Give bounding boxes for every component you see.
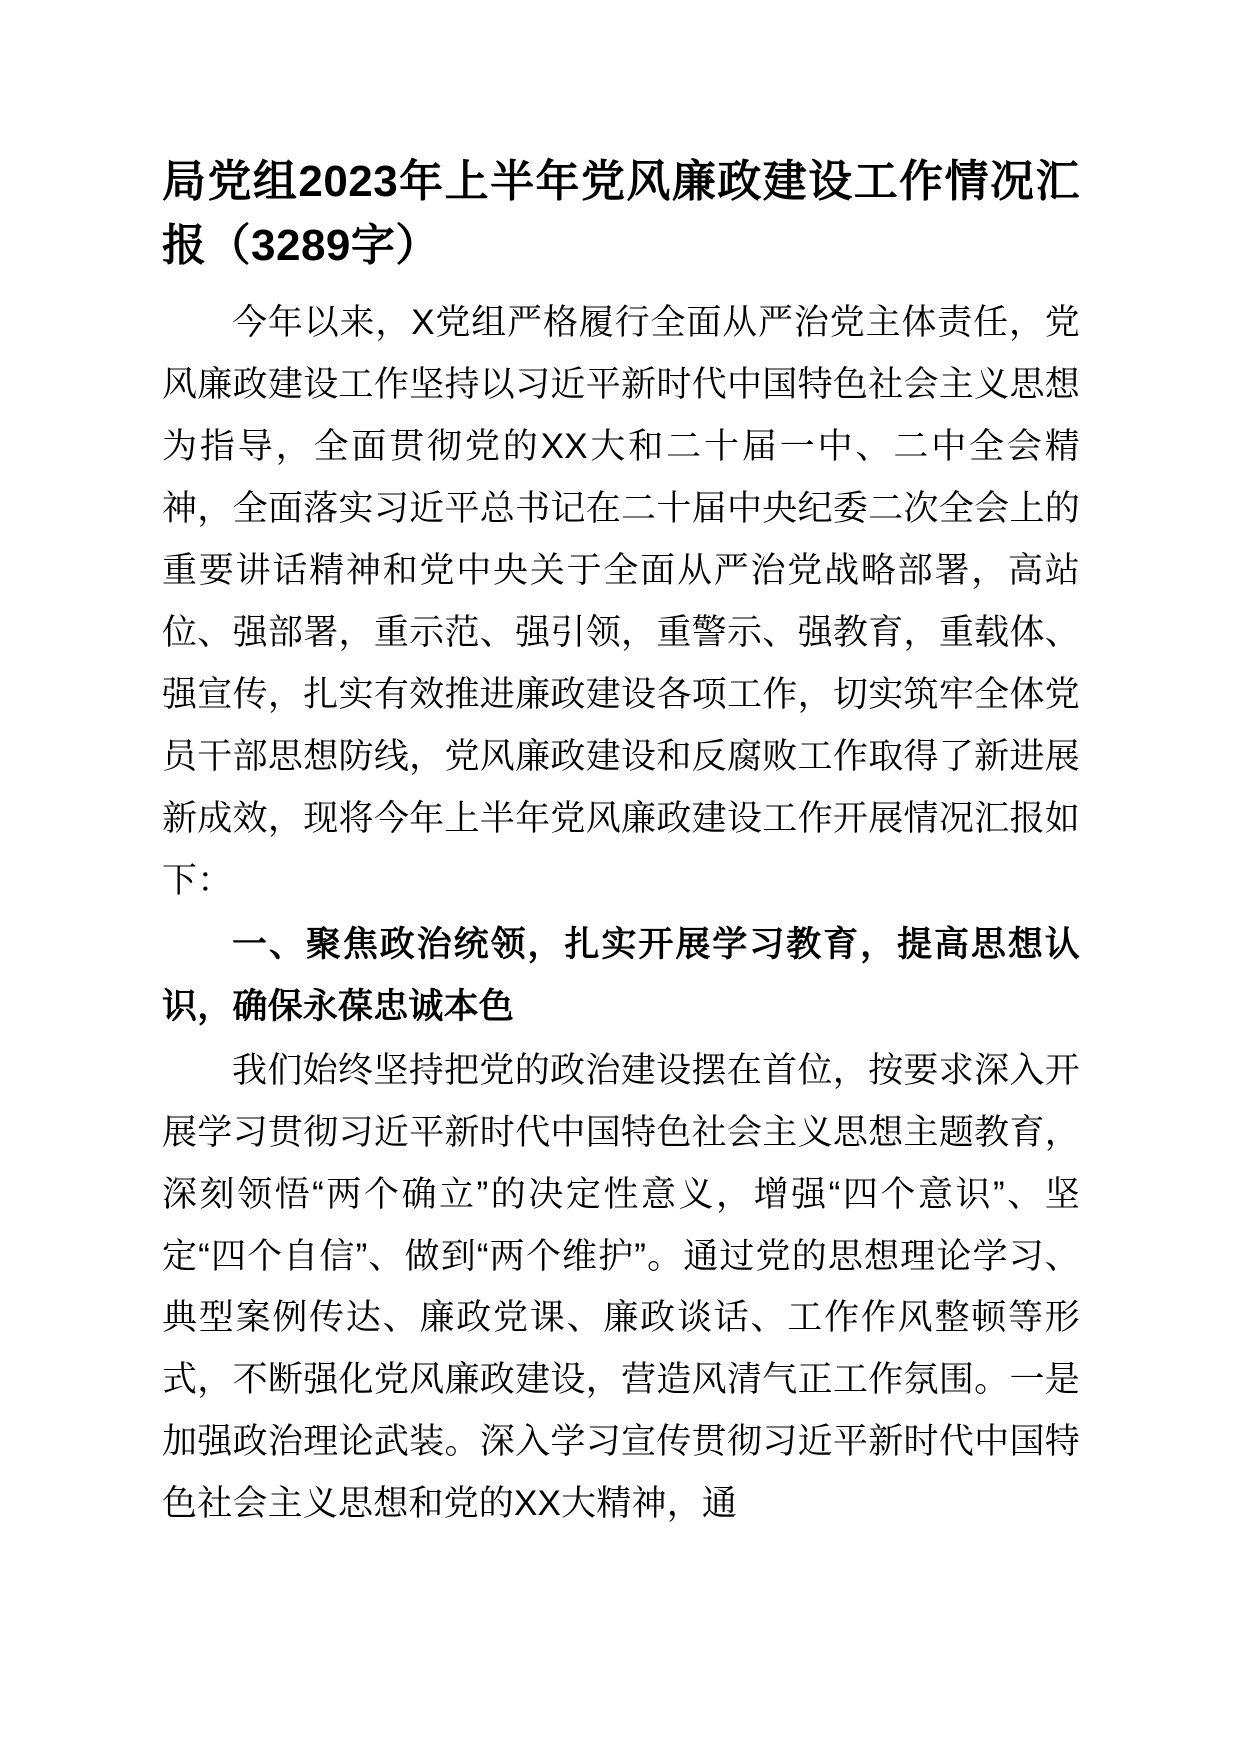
paragraph-section-one-body: 我们始终坚持把党的政治建设摆在首位，按要求深入开展学习贯彻习近平新时代中国特色社会主义思想主题教育，深刻领悟“两个确立”的决定性意义，增强“四个意识”、坚定“四个自信”、做到“两个维护”。通过党的思想理论学习、典型案例传达、廉政党课、廉政谈话、工作作风整顿等形式，不断强化党风廉政建设，营造风清气正工作氛围。一是加强政治理论武装。深入学习宣传贯彻习近平新时代中国特色社会主义思想和党的XX大精神，通 bbox=[162, 1050, 1080, 1524]
section-heading-one: 一、聚焦政治统领，扎实开展学习教育，提高思想认识，确保永葆忠诚本色 bbox=[162, 924, 1080, 1026]
paragraph-intro: 今年以来，X党组严格履行全面从严治党主体责任，党风廉政建设工作坚持以习近平新时代中国特色社会主义思想为指导，全面贯彻党的XX大和二十届一中、二中全会精神，全面落实习近平总书记在二十届中央纪委二次全会上的重要讲话精神和党中央关于全面从严治党战略部署，高站位、强部署，重示范、强引领，重警示、强教育，重载体、强宣传，扎实有效推进廉政建设各项工作，切实筑牢全体党员干部思想防线，党风廉政建设和反腐败工作取得了新进展新成效，现将今年上半年党风廉政建设工作开展情况汇报如下： bbox=[162, 303, 1080, 900]
page-title: 局党组2023年上半年党风廉政建设工作情况汇报（3289字） bbox=[162, 157, 1080, 271]
